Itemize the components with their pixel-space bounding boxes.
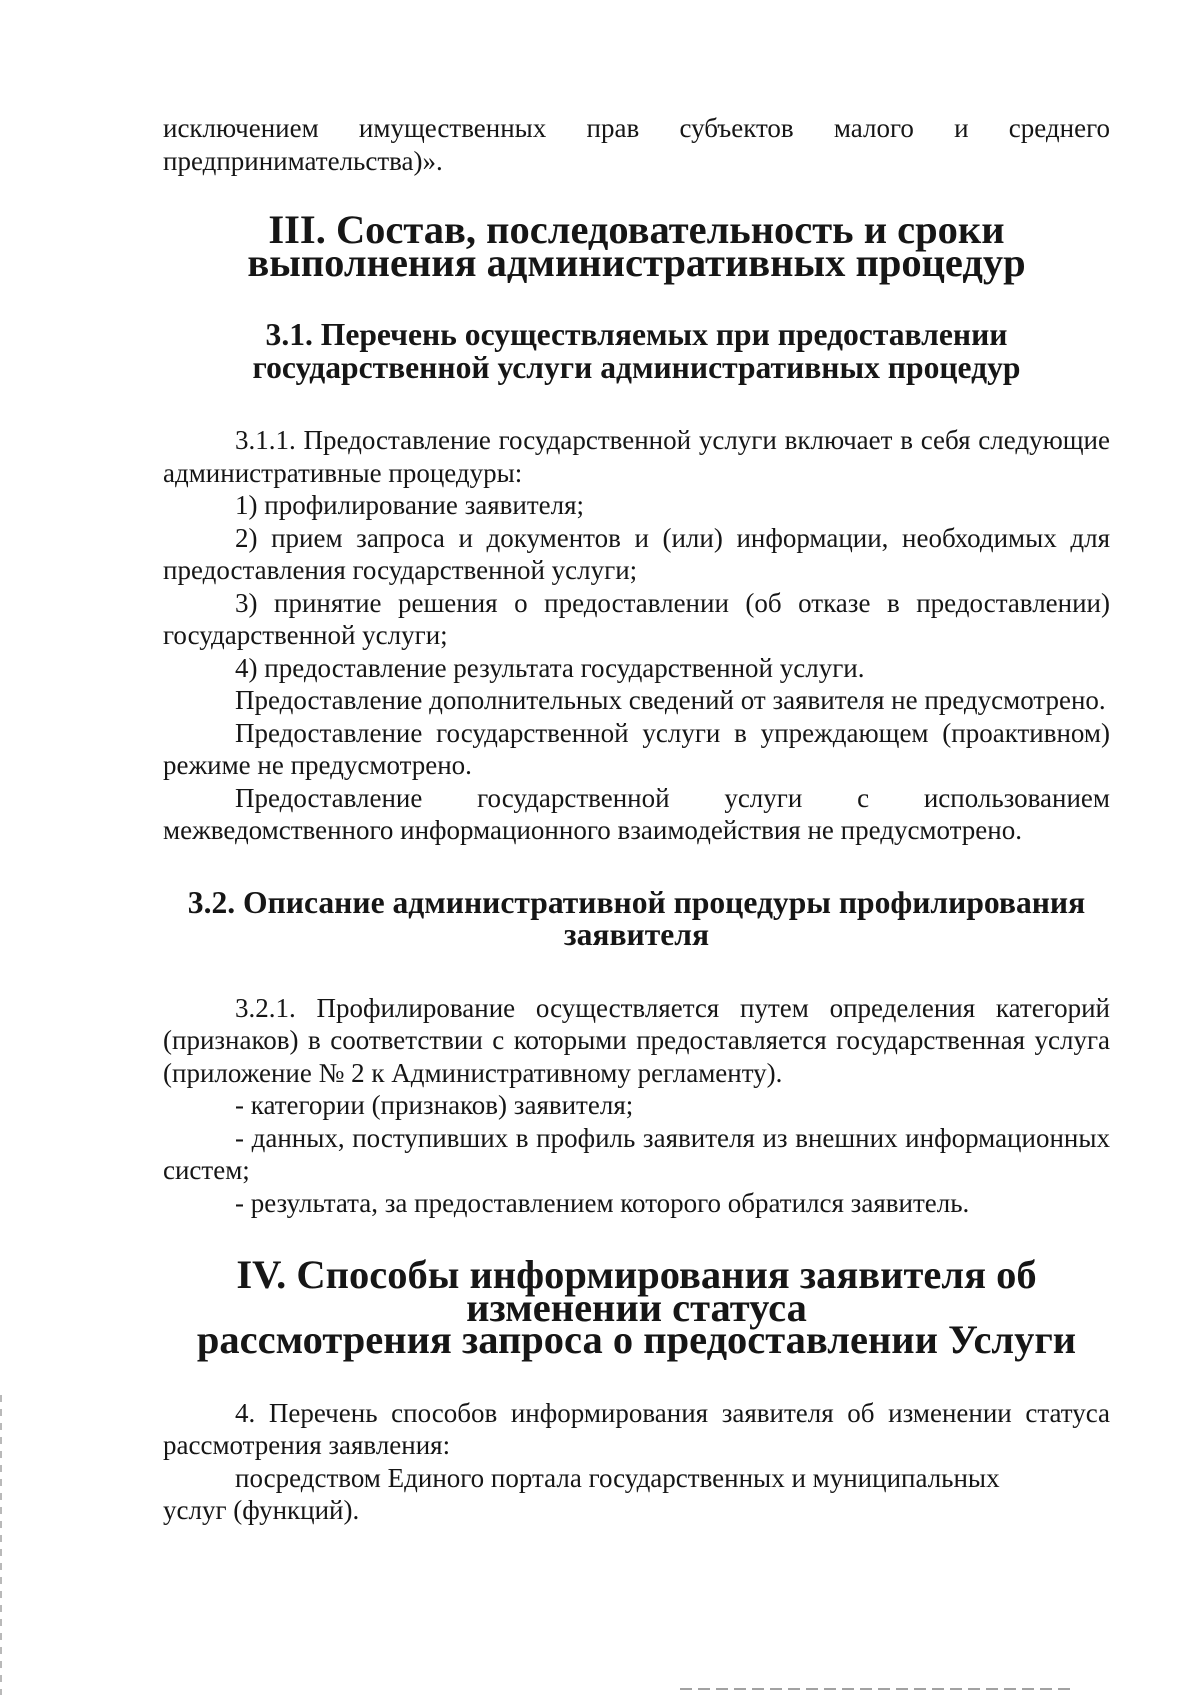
- section-3-1-title-line-1: 3.1. Перечень осуществляемых при предоставлении: [265, 317, 1008, 352]
- profiling-bullet-2: - данных, поступивших в профиль заявителя из внешних информационных систем;: [163, 1122, 1110, 1185]
- note-additional-info: Предоставление дополнительных сведений от заявителя не предусмотрено.: [235, 685, 1106, 715]
- section-3-title-line-1: III. Состав, последовательность и сроки: [268, 207, 1005, 252]
- section-3-1-heading: [163, 319, 1110, 384]
- profiling-bullet-3: - результата, за предоставлением которого обратился заявитель.: [235, 1187, 970, 1218]
- notification-method-line-1: посредством Единого портала государственных и муниципальных: [235, 1462, 1000, 1493]
- notification-method-line-2: услуг (функций).: [163, 1495, 360, 1525]
- profiling-bullet-1: - категории (признаков) заявителя;: [235, 1090, 634, 1120]
- document-page: [163, 112, 1110, 1527]
- section-4-title-line-1: IV. Способы информирования заявителя об изменении статуса: [236, 1252, 1037, 1330]
- procedure-item-1: 1) профилирование заявителя;: [235, 490, 585, 520]
- section-3-1-title-line-2: государственной услуги административных процедур: [252, 349, 1021, 385]
- section-3-heading: [163, 207, 1110, 285]
- continuation-line-1: исключением имущественных прав субъектов малого и среднего: [163, 113, 1110, 143]
- section-4-heading: [163, 1252, 1110, 1362]
- paragraph-4: 4. Перечень способов информирования заявителя об изменении статуса рассмотрения заявления:: [163, 1397, 1110, 1460]
- paragraph-3-1-1: 3.1.1. Предоставление государственной услуги включает в себя следующие административные процедуры:: [163, 425, 1110, 488]
- section-4-title-line-2: рассмотрения запроса о предоставлении Услуги: [196, 1317, 1077, 1362]
- section-3-2-title-line-1: 3.2. Описание административной процедуры профилирования: [187, 884, 1086, 920]
- scan-edge-artifact: [0, 1395, 2, 1695]
- section-3-title-line-2: выполнения административных процедур: [247, 239, 1026, 285]
- note-proactive-mode: Предоставление государственной услуги в упреждающем (проактивном) режиме не предусмотрено.: [163, 717, 1110, 780]
- scan-bottom-artifact: [680, 1688, 1070, 1690]
- section-3-2-heading: [163, 884, 1110, 952]
- procedure-item-2: 2) прием запроса и документов и (или) информации, необходимых для предоставления государственной услуги;: [163, 522, 1110, 585]
- note-interagency: Предоставление государственной услуги с использованием межведомственного информационного взаимодействия не предусмотрено.: [163, 782, 1110, 845]
- procedure-item-4: 4) предоставление результата государственной услуги.: [235, 652, 865, 683]
- continuation-line-2: предпринимательства)».: [163, 145, 443, 176]
- section-3-2-title-line-2: заявителя: [563, 917, 710, 952]
- paragraph-3-2-1: 3.2.1. Профилирование осуществляется путем определения категорий (признаков) в соответствии с которыми предоставляется государственная услуга (приложение № 2 к Административному регламенту).: [163, 992, 1110, 1088]
- procedure-item-3: 3) принятие решения о предоставлении (об отказе в предоставлении) государственной услуги;: [163, 587, 1110, 650]
